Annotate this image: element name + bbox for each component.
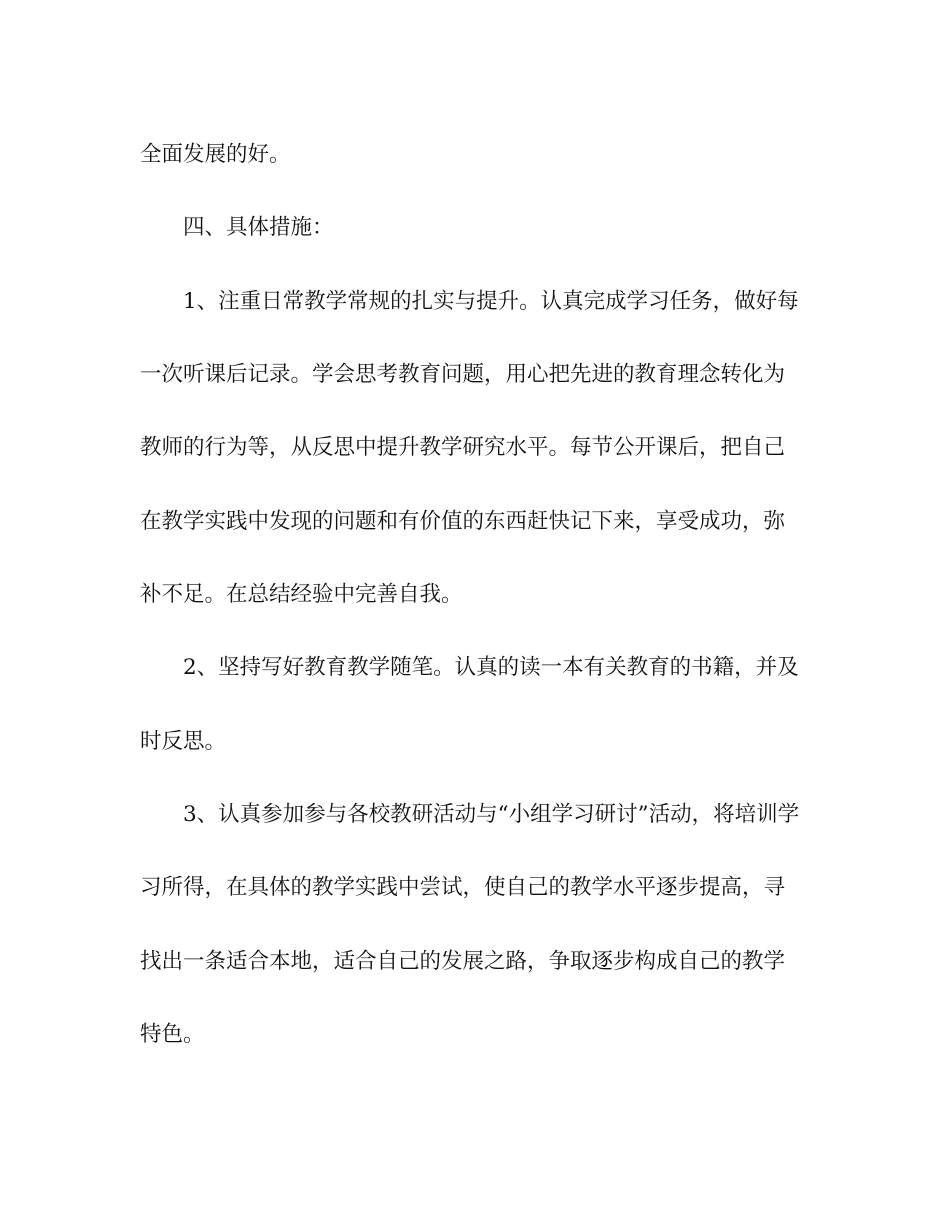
text-line-4: 一次听课后记录。学会思考教育问题，用心把先进的教育理念转化为: [140, 362, 786, 387]
section-heading: 四、具体措施：: [183, 215, 334, 240]
text-line-5: 教师的行为等，从反思中提升教学研究水平。每节公开课后，把自己: [140, 435, 786, 460]
text-line-12: 找出一条适合本地，适合自己的发展之路，争取逐步构成自己的教学: [140, 949, 786, 974]
text-line-11: 习所得，在具体的教学实践中尝试，使自己的教学水平逐步提高，寻: [140, 875, 786, 900]
text-line-9: 时反思。: [140, 729, 227, 754]
text-line-6: 在教学实践中发现的问题和有价值的东西赶快记下来，享受成功，弥: [140, 509, 786, 534]
text-line-7: 补不足。在总结经验中完善自我。: [140, 582, 463, 607]
text-line-1: 全面发展的好。: [140, 142, 291, 167]
text-line-10: 3、认真参加参与各校教研活动与“小组学习研讨”活动，将培训学: [183, 802, 800, 827]
text-line-8: 2、坚持写好教育教学随笔。认真的读一本有关教育的书籍，并及: [183, 655, 799, 680]
text-line-13: 特色。: [140, 1022, 205, 1047]
text-line-3: 1、注重日常教学常规的扎实与提升。认真完成学习任务，做好每: [183, 289, 799, 314]
